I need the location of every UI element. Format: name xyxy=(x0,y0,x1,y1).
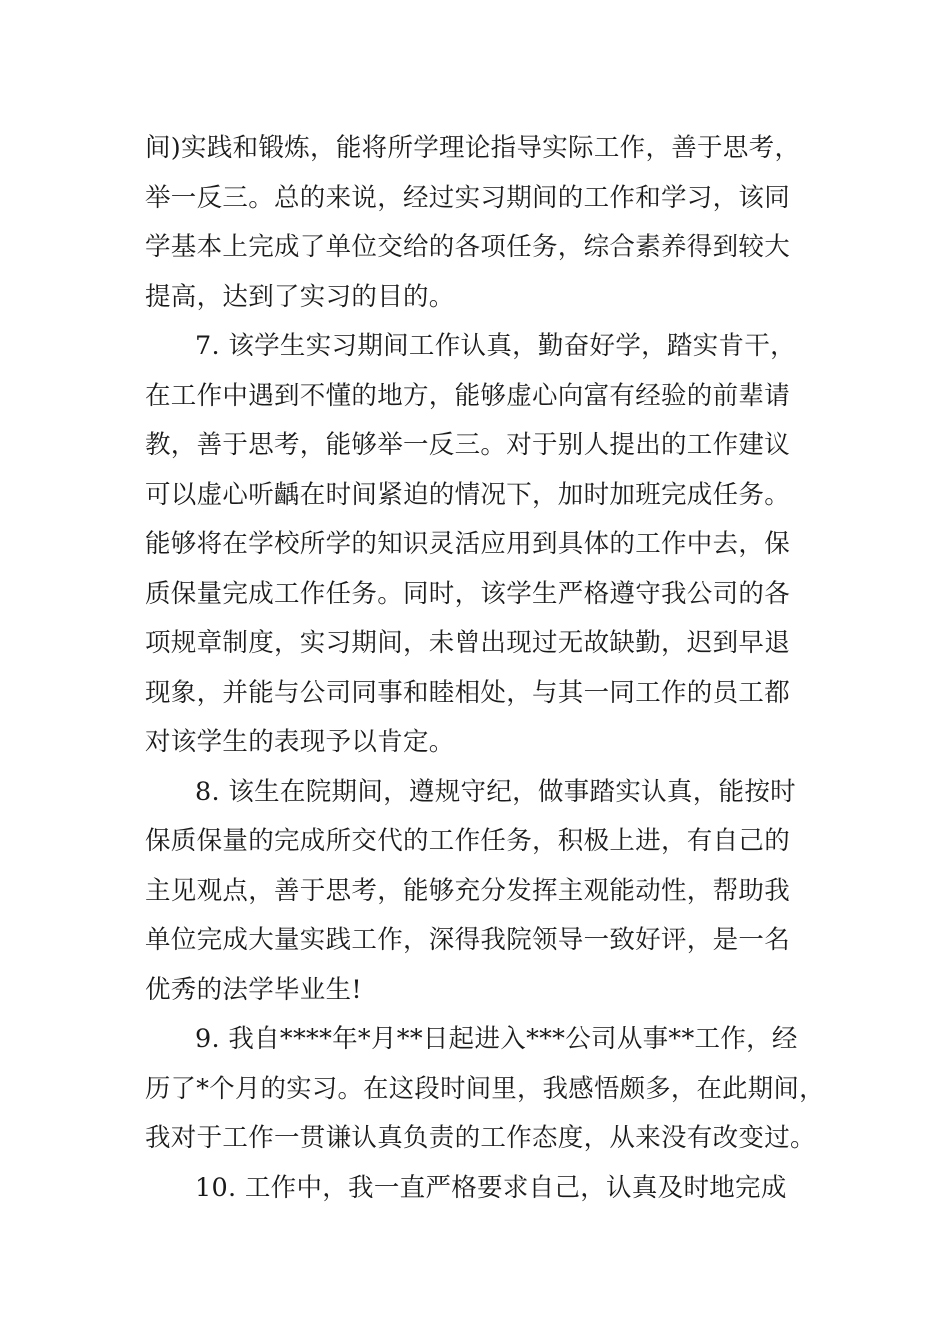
text-line: 10. 工作中，我一直严格要求自己，认真及时地完成 xyxy=(195,1172,787,1203)
text-line: 7. 该学生实习期间工作认真，勤奋好学，踏实肯干， xyxy=(195,331,796,361)
text-line: 优秀的法学毕业生! xyxy=(145,974,362,1005)
text-line: 我对于工作一贯谦认真负责的工作态度，从来没有改变过。 xyxy=(145,1123,816,1153)
text-line: 质保量完成工作任务。同时，该学生严格遵守我公司的各 xyxy=(145,578,791,609)
text-line: 在工作中遇到不懂的地方，能够虚心向富有经验的前辈请 xyxy=(145,380,791,411)
text-line: 间)实践和锻炼，能将所学理论指导实际工作，善于思考， xyxy=(145,133,801,163)
text-line: 能够将在学校所学的知识灵活应用到具体的工作中去，保 xyxy=(145,529,791,559)
text-line: 教，善于思考，能够举一反三。对于别人提出的工作建议 xyxy=(145,430,791,460)
text-line: 单位完成大量实践工作，深得我院领导一致好评，是一名 xyxy=(145,925,791,955)
text-line: 8. 该生在院期间，遵规守纪，做事踏实认真，能按时 xyxy=(195,776,796,807)
text-line: 主见观点，善于思考，能够充分发挥主观能动性，帮助我 xyxy=(145,875,791,906)
text-line: 保质保量的完成所交代的工作任务，积极上进，有自己的 xyxy=(145,826,791,856)
text-line: 提高，达到了实习的目的。 xyxy=(145,281,455,312)
text-line: 可以虚心听齲在时间紧迫的情况下，加时加班完成任务。 xyxy=(145,479,791,510)
text-line: 学基本上完成了单位交给的各项任务，综合素养得到较大 xyxy=(145,232,791,262)
text-line: 现象，并能与公司同事和睦相处，与其一同工作的员工都 xyxy=(145,677,791,708)
text-line: 项规章制度，实习期间，未曾出现过无故缺勤，迟到早退 xyxy=(145,628,791,658)
document-body xyxy=(145,124,825,1213)
text-line: 举一反三。总的来说，经过实习期间的工作和学习，该同 xyxy=(145,182,791,213)
text-line: 对该学生的表现予以肯定。 xyxy=(145,727,455,757)
text-line: 9. 我自****年*月**日起进入***公司从事**工作，经 xyxy=(195,1024,798,1054)
text-line: 历了*个月的实习。在这段时间里，我感悟颇多，在此期间， xyxy=(145,1073,825,1104)
